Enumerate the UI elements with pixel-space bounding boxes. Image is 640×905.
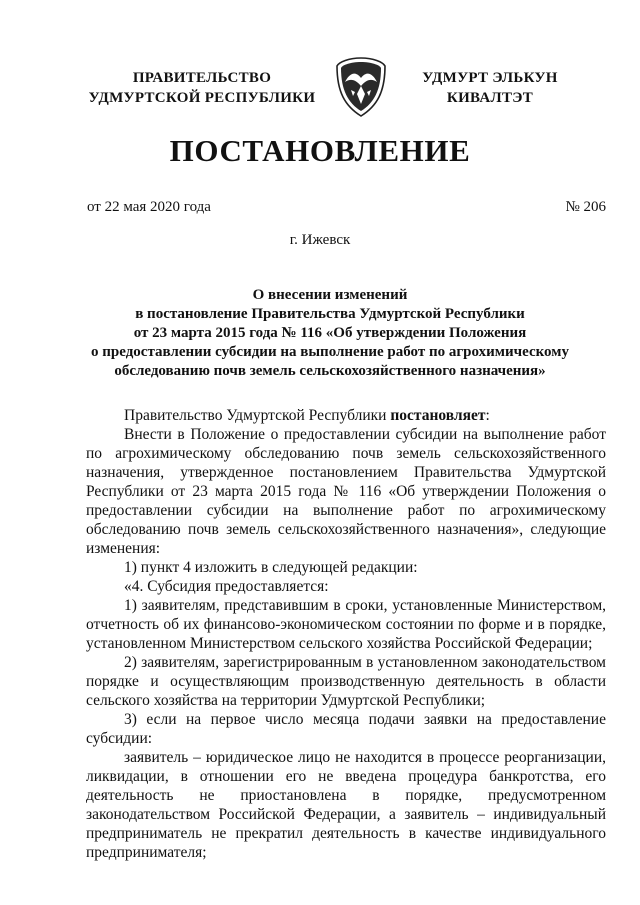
government-name-udmurt-line1: УДМУРТ ЭЛЬКУН — [422, 70, 558, 86]
government-name-udmurt-line2: КИВАЛТЭТ — [446, 90, 534, 106]
document-date: от 22 мая 2020 года — [87, 199, 211, 215]
heading-line: от 23 марта 2015 года № 116 «Об утверждении Положения — [133, 325, 527, 341]
resolves-bold: постановляет — [390, 407, 486, 424]
heading-line: в постановление Правительства Удмуртской Республики — [135, 306, 525, 322]
resolves-text: Правительство Удмуртской Республики — [124, 407, 391, 424]
coat-of-arms-emblem — [335, 56, 387, 118]
heading-line: О внесении изменений — [252, 287, 408, 303]
document-heading — [60, 286, 600, 381]
government-name-udmurt — [410, 68, 570, 108]
body-paragraph: 1) пункт 4 изложить в следующей редакции: — [124, 559, 418, 576]
body-paragraph: «4. Субсидия предоставляется: — [124, 578, 329, 595]
heading-line: о предоставлении субсидии на выполнение работ по агрохимическому — [91, 344, 569, 360]
body-paragraph: заявитель – юридическое лицо не находится в процессе реорганизации, ликвидации, в отношении его не введена процедура банкротства, его деятельность не приостановлена в порядке, предусмотренном законодательством Российской Федерации, а заявитель – индивидуальный предприниматель не прекратил деятельность в качестве индивидуального предпринимателя; — [86, 749, 606, 861]
document-number: № 206 — [565, 199, 606, 215]
heading-line: обследованию почв земель сельскохозяйственного назначения» — [114, 363, 546, 379]
body-paragraph: Внести в Положение о предоставлении субсидии на выполнение работ по агрохимическому обследованию почв земель сельскохозяйственного назначения, утвержденное постановлением Правительства Удмуртской Республики от 23 марта 2015 года № 116 «Об утверждении Положения о предоставлении субсидии на выполнение работ по агрохимическому обследованию почв земель сельскохозяйственного назначения», следующие изменения: — [86, 426, 606, 557]
government-name-line2: УДМУРТСКОЙ РЕСПУБЛИКИ — [88, 90, 316, 106]
government-name-line1: ПРАВИТЕЛЬСТВО — [132, 70, 272, 86]
document-city: г. Ижевск — [289, 232, 351, 248]
body-paragraph: 1) заявителям, представившим в сроки, установленные Министерством, отчетность об их финансово-экономическом состоянии по форме и в порядке, установленном Министерством сельского хозяйства Российской Федерации; — [86, 597, 606, 652]
body-paragraph: 3) если на первое число месяца подачи заявки на предоставление субсидии: — [86, 711, 606, 747]
government-name-russian — [82, 68, 322, 108]
document-title: ПОСТАНОВЛЕНИЕ — [169, 133, 471, 168]
body-paragraph-resolves — [86, 406, 606, 425]
resolves-colon: : — [485, 407, 490, 424]
body-paragraph: 2) заявителям, зарегистрированным в установленном законодательством порядке и осуществляющим производственную деятельность в области сельского хозяйства на территории Удмуртской Республики; — [86, 654, 606, 709]
document-body — [86, 406, 606, 862]
